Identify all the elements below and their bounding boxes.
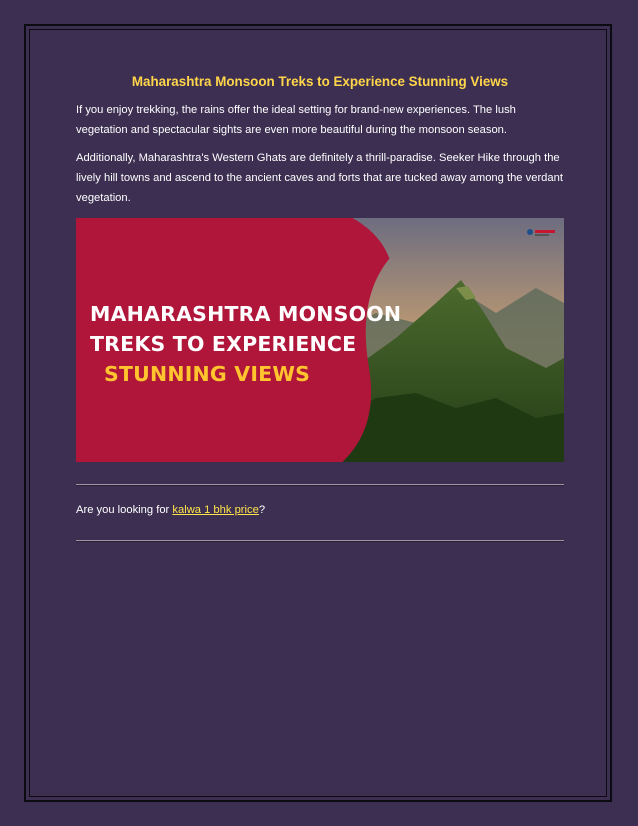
divider-bottom — [76, 540, 564, 542]
divider-top — [76, 484, 564, 486]
document-content — [76, 72, 564, 516]
brand-logo-icon — [526, 226, 558, 238]
article-paragraph-1: If you enjoy trekking, the rains offer the ideal setting for brand-new experiences. The lush vegetation and spectacular sights are even more beautiful during the monsoon season. — [76, 104, 516, 136]
cta-prefix: Are you looking for — [76, 504, 173, 516]
banner-headline-line-3: STUNNING VIEWS — [104, 362, 311, 386]
article-paragraph-2: Additionally, Maharashtra's Western Ghats are definitely a thrill-paradise. Seeker Hike through the lively hill towns and ascend to the ancient caves and forts that are tucked away among the verdant vegetation. — [76, 152, 563, 204]
cta-sentence — [76, 500, 265, 520]
kalwa-price-link[interactable]: kalwa 1 bhk price — [172, 504, 259, 516]
banner-headline-line-1: MAHARASHTRA MONSOON — [90, 302, 402, 326]
banner-image — [76, 218, 564, 462]
article-title: Maharashtra Monsoon Treks to Experience Stunning Views — [131, 74, 509, 89]
banner-headline-line-2: TREKS TO EXPERIENCE — [90, 332, 357, 356]
cta-suffix: ? — [258, 504, 266, 516]
